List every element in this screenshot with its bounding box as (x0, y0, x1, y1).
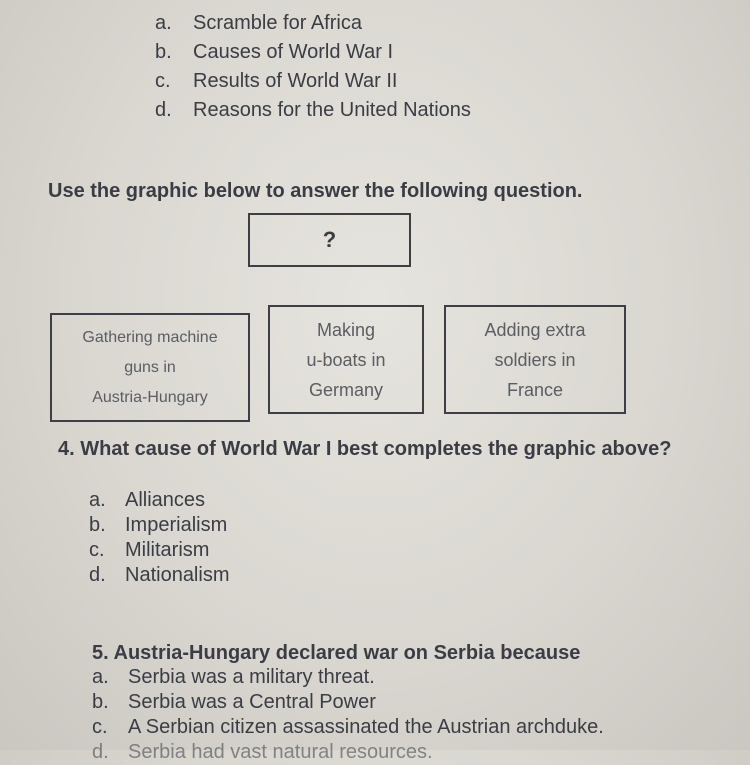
cause-line: Gathering machine (82, 328, 218, 346)
option-text: Nationalism (125, 564, 230, 586)
cause-line: Austria-Hungary (92, 388, 208, 406)
option-letter: b. (92, 691, 109, 713)
cause-line: Making (316, 319, 376, 340)
option-text: Alliances (125, 489, 206, 511)
q3-option-b (155, 38, 471, 67)
cause-line: soldiers in (494, 349, 576, 370)
cause-line: Adding extra (484, 319, 586, 340)
graphic-cause-box-2 (268, 305, 424, 414)
cause-line: Germany (308, 379, 384, 400)
option-letter: d. (155, 99, 172, 121)
option-letter: c. (155, 70, 171, 92)
instruction-text: Use the graphic below to answer the following question. (48, 180, 583, 202)
option-text: A Serbian citizen assassinated the Austrian archduke. (128, 716, 604, 738)
q4-option-d (89, 563, 229, 588)
option-text: Reasons for the United Nations (193, 99, 471, 121)
option-text: Causes of World War I (193, 41, 394, 63)
q4-option-a (89, 488, 229, 513)
option-text: Results of World War II (193, 70, 398, 92)
q3-option-a (155, 9, 471, 38)
option-letter: a. (155, 12, 172, 34)
option-text: Serbia was a Central Power (128, 691, 376, 713)
option-letter: c. (89, 539, 105, 561)
q3-option-d (155, 96, 471, 125)
graphic-unknown-box (248, 213, 411, 267)
option-text: Serbia had vast natural resources. (128, 741, 433, 763)
option-letter: d. (89, 564, 106, 586)
cause-line: u-boats in (306, 349, 386, 370)
q5-options-list (92, 665, 604, 765)
option-text: Scramble for Africa (193, 12, 362, 34)
q4-question-text: 4. What cause of World War I best completes the graphic above? (58, 438, 672, 460)
cause-line: guns in (124, 358, 176, 376)
option-letter: d. (92, 741, 109, 763)
q4-option-c (89, 538, 229, 563)
cause-line: France (506, 379, 563, 400)
option-letter: a. (89, 489, 106, 511)
option-text: Serbia was a military threat. (128, 666, 375, 688)
option-text: Imperialism (125, 514, 228, 536)
q3-option-c (155, 67, 471, 96)
q4-options-list (89, 488, 229, 588)
question-mark: ? (322, 227, 337, 252)
q5-option-a (92, 665, 604, 690)
graphic-cause-box-1 (50, 313, 250, 422)
q5-option-b (92, 690, 604, 715)
q5-option-c (92, 715, 604, 740)
option-text: Militarism (125, 539, 210, 561)
q3-options-list (155, 9, 471, 125)
option-letter: b. (155, 41, 172, 63)
option-letter: c. (92, 716, 108, 738)
q5-question-text: 5. Austria-Hungary declared war on Serbia because (92, 642, 581, 664)
q5-option-d (92, 740, 604, 765)
option-letter: b. (89, 514, 106, 536)
option-letter: a. (92, 666, 109, 688)
q4-option-b (89, 513, 229, 538)
graphic-cause-box-3 (444, 305, 626, 414)
